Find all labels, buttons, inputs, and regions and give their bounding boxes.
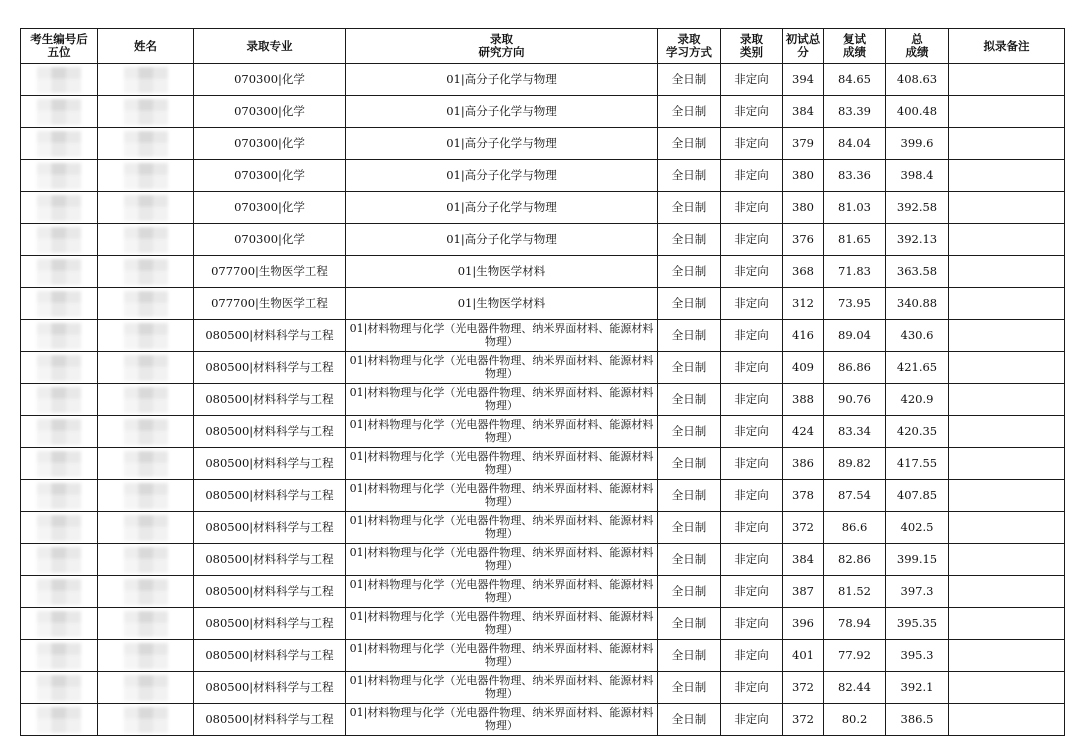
cell-direction: 01|高分子化学与物理 xyxy=(346,128,658,160)
cell-name xyxy=(98,192,194,224)
redacted-block xyxy=(37,611,81,637)
redacted-block xyxy=(124,67,168,93)
table-row xyxy=(21,672,1065,704)
cell-total-score: 399.6 xyxy=(886,128,949,160)
cell-remark xyxy=(949,416,1065,448)
cell-direction: 01|材料物理与化学（光电器件物理、纳米界面材料、能源材料物理） xyxy=(346,672,658,704)
cell-retest-score: 86.86 xyxy=(824,352,886,384)
cell-total-score: 407.85 xyxy=(886,480,949,512)
cell-study-mode: 全日制 xyxy=(658,160,721,192)
redacted-block xyxy=(124,675,168,701)
cell-candidate-id xyxy=(21,320,98,352)
cell-direction: 01|高分子化学与物理 xyxy=(346,160,658,192)
cell-direction: 01|材料物理与化学（光电器件物理、纳米界面材料、能源材料物理） xyxy=(346,704,658,736)
cell-study-mode: 全日制 xyxy=(658,384,721,416)
table-row xyxy=(21,512,1065,544)
cell-retest-score: 82.86 xyxy=(824,544,886,576)
cell-name xyxy=(98,96,194,128)
cell-total-score: 386.5 xyxy=(886,704,949,736)
cell-study-mode: 全日制 xyxy=(658,640,721,672)
cell-direction: 01|高分子化学与物理 xyxy=(346,224,658,256)
cell-major: 080500|材料科学与工程 xyxy=(194,480,346,512)
cell-candidate-id xyxy=(21,64,98,96)
cell-initial-score: 386 xyxy=(783,448,824,480)
cell-remark xyxy=(949,448,1065,480)
cell-total-score: 398.4 xyxy=(886,160,949,192)
table-row xyxy=(21,288,1065,320)
cell-retest-score: 83.39 xyxy=(824,96,886,128)
cell-total-score: 399.15 xyxy=(886,544,949,576)
cell-retest-score: 77.92 xyxy=(824,640,886,672)
cell-study-mode: 全日制 xyxy=(658,576,721,608)
redacted-block xyxy=(124,643,168,669)
cell-name xyxy=(98,128,194,160)
cell-study-mode: 全日制 xyxy=(658,672,721,704)
cell-study-mode: 全日制 xyxy=(658,480,721,512)
cell-major: 070300|化学 xyxy=(194,64,346,96)
cell-initial-score: 312 xyxy=(783,288,824,320)
cell-admission-type: 非定向 xyxy=(721,416,783,448)
cell-study-mode: 全日制 xyxy=(658,544,721,576)
cell-study-mode: 全日制 xyxy=(658,224,721,256)
cell-total-score: 397.3 xyxy=(886,576,949,608)
cell-direction: 01|材料物理与化学（光电器件物理、纳米界面材料、能源材料物理） xyxy=(346,576,658,608)
cell-direction: 01|生物医学材料 xyxy=(346,288,658,320)
header-study-mode: 录取 学习方式 xyxy=(658,29,721,64)
cell-initial-score: 396 xyxy=(783,608,824,640)
cell-candidate-id xyxy=(21,224,98,256)
cell-initial-score: 416 xyxy=(783,320,824,352)
cell-candidate-id xyxy=(21,672,98,704)
cell-direction: 01|材料物理与化学（光电器件物理、纳米界面材料、能源材料物理） xyxy=(346,640,658,672)
cell-admission-type: 非定向 xyxy=(721,640,783,672)
redacted-block xyxy=(124,483,168,509)
table-row xyxy=(21,160,1065,192)
cell-initial-score: 401 xyxy=(783,640,824,672)
cell-admission-type: 非定向 xyxy=(721,128,783,160)
cell-total-score: 400.48 xyxy=(886,96,949,128)
cell-retest-score: 83.34 xyxy=(824,416,886,448)
cell-retest-score: 90.76 xyxy=(824,384,886,416)
table-row xyxy=(21,192,1065,224)
table-row xyxy=(21,640,1065,672)
cell-retest-score: 81.03 xyxy=(824,192,886,224)
cell-total-score: 417.55 xyxy=(886,448,949,480)
cell-total-score: 430.6 xyxy=(886,320,949,352)
header-admission-type: 录取 类别 xyxy=(721,29,783,64)
redacted-block xyxy=(124,99,168,125)
table-row xyxy=(21,352,1065,384)
table-body xyxy=(21,64,1065,736)
cell-remark xyxy=(949,224,1065,256)
cell-retest-score: 80.2 xyxy=(824,704,886,736)
header-major: 录取专业 xyxy=(194,29,346,64)
redacted-block xyxy=(37,707,81,733)
cell-major: 077700|生物医学工程 xyxy=(194,256,346,288)
cell-initial-score: 384 xyxy=(783,96,824,128)
cell-admission-type: 非定向 xyxy=(721,256,783,288)
cell-remark xyxy=(949,672,1065,704)
cell-name xyxy=(98,576,194,608)
header-name: 姓名 xyxy=(98,29,194,64)
header-initial-score: 初试总 分 xyxy=(783,29,824,64)
cell-candidate-id xyxy=(21,448,98,480)
cell-retest-score: 83.36 xyxy=(824,160,886,192)
cell-admission-type: 非定向 xyxy=(721,544,783,576)
cell-study-mode: 全日制 xyxy=(658,192,721,224)
cell-direction: 01|材料物理与化学（光电器件物理、纳米界面材料、能源材料物理） xyxy=(346,480,658,512)
cell-total-score: 395.35 xyxy=(886,608,949,640)
cell-total-score: 363.58 xyxy=(886,256,949,288)
cell-major: 070300|化学 xyxy=(194,96,346,128)
redacted-block xyxy=(37,483,81,509)
cell-admission-type: 非定向 xyxy=(721,704,783,736)
redacted-block xyxy=(124,707,168,733)
cell-candidate-id xyxy=(21,96,98,128)
redacted-block xyxy=(37,323,81,349)
cell-initial-score: 380 xyxy=(783,192,824,224)
cell-major: 080500|材料科学与工程 xyxy=(194,576,346,608)
redacted-block xyxy=(37,675,81,701)
cell-direction: 01|高分子化学与物理 xyxy=(346,96,658,128)
cell-remark xyxy=(949,576,1065,608)
cell-name xyxy=(98,448,194,480)
cell-study-mode: 全日制 xyxy=(658,96,721,128)
cell-study-mode: 全日制 xyxy=(658,704,721,736)
cell-direction: 01|材料物理与化学（光电器件物理、纳米界面材料、能源材料物理） xyxy=(346,320,658,352)
cell-remark xyxy=(949,320,1065,352)
cell-admission-type: 非定向 xyxy=(721,512,783,544)
cell-retest-score: 78.94 xyxy=(824,608,886,640)
cell-initial-score: 372 xyxy=(783,704,824,736)
cell-direction: 01|材料物理与化学（光电器件物理、纳米界面材料、能源材料物理） xyxy=(346,352,658,384)
cell-study-mode: 全日制 xyxy=(658,416,721,448)
cell-remark xyxy=(949,192,1065,224)
cell-direction: 01|生物医学材料 xyxy=(346,256,658,288)
cell-major: 080500|材料科学与工程 xyxy=(194,416,346,448)
cell-direction: 01|材料物理与化学（光电器件物理、纳米界面材料、能源材料物理） xyxy=(346,608,658,640)
cell-major: 080500|材料科学与工程 xyxy=(194,544,346,576)
cell-retest-score: 87.54 xyxy=(824,480,886,512)
cell-initial-score: 372 xyxy=(783,512,824,544)
cell-direction: 01|材料物理与化学（光电器件物理、纳米界面材料、能源材料物理） xyxy=(346,384,658,416)
cell-major: 080500|材料科学与工程 xyxy=(194,448,346,480)
redacted-block xyxy=(124,163,168,189)
cell-retest-score: 81.65 xyxy=(824,224,886,256)
redacted-block xyxy=(37,99,81,125)
cell-initial-score: 387 xyxy=(783,576,824,608)
cell-major: 070300|化学 xyxy=(194,128,346,160)
redacted-block xyxy=(124,195,168,221)
cell-candidate-id xyxy=(21,544,98,576)
cell-initial-score: 368 xyxy=(783,256,824,288)
cell-initial-score: 424 xyxy=(783,416,824,448)
cell-study-mode: 全日制 xyxy=(658,608,721,640)
cell-study-mode: 全日制 xyxy=(658,352,721,384)
admission-table xyxy=(20,28,1065,736)
cell-remark xyxy=(949,480,1065,512)
redacted-block xyxy=(124,259,168,285)
cell-candidate-id xyxy=(21,608,98,640)
cell-candidate-id xyxy=(21,640,98,672)
cell-remark xyxy=(949,640,1065,672)
cell-initial-score: 379 xyxy=(783,128,824,160)
cell-remark xyxy=(949,352,1065,384)
cell-total-score: 408.63 xyxy=(886,64,949,96)
cell-direction: 01|材料物理与化学（光电器件物理、纳米界面材料、能源材料物理） xyxy=(346,416,658,448)
header-row xyxy=(21,29,1065,64)
cell-retest-score: 84.65 xyxy=(824,64,886,96)
cell-total-score: 402.5 xyxy=(886,512,949,544)
header-retest-score: 复试 成绩 xyxy=(824,29,886,64)
cell-major: 080500|材料科学与工程 xyxy=(194,608,346,640)
cell-name xyxy=(98,512,194,544)
table-row xyxy=(21,576,1065,608)
cell-candidate-id xyxy=(21,256,98,288)
table-row xyxy=(21,480,1065,512)
cell-remark xyxy=(949,128,1065,160)
redacted-block xyxy=(37,579,81,605)
cell-name xyxy=(98,288,194,320)
cell-study-mode: 全日制 xyxy=(658,320,721,352)
cell-admission-type: 非定向 xyxy=(721,672,783,704)
cell-retest-score: 73.95 xyxy=(824,288,886,320)
cell-study-mode: 全日制 xyxy=(658,256,721,288)
table-row xyxy=(21,96,1065,128)
cell-name xyxy=(98,544,194,576)
header-total-score: 总 成绩 xyxy=(886,29,949,64)
cell-total-score: 421.65 xyxy=(886,352,949,384)
redacted-block xyxy=(37,227,81,253)
cell-major: 080500|材料科学与工程 xyxy=(194,640,346,672)
cell-candidate-id xyxy=(21,352,98,384)
cell-retest-score: 89.04 xyxy=(824,320,886,352)
cell-admission-type: 非定向 xyxy=(721,64,783,96)
cell-name xyxy=(98,224,194,256)
cell-name xyxy=(98,256,194,288)
redacted-block xyxy=(124,579,168,605)
redacted-block xyxy=(37,195,81,221)
redacted-block xyxy=(37,259,81,285)
cell-study-mode: 全日制 xyxy=(658,128,721,160)
cell-major: 080500|材料科学与工程 xyxy=(194,672,346,704)
redacted-block xyxy=(37,515,81,541)
cell-remark xyxy=(949,256,1065,288)
redacted-block xyxy=(37,419,81,445)
cell-admission-type: 非定向 xyxy=(721,448,783,480)
cell-direction: 01|材料物理与化学（光电器件物理、纳米界面材料、能源材料物理） xyxy=(346,544,658,576)
cell-retest-score: 82.44 xyxy=(824,672,886,704)
cell-initial-score: 376 xyxy=(783,224,824,256)
cell-name xyxy=(98,608,194,640)
cell-admission-type: 非定向 xyxy=(721,480,783,512)
cell-name xyxy=(98,352,194,384)
cell-major: 080500|材料科学与工程 xyxy=(194,384,346,416)
cell-remark xyxy=(949,160,1065,192)
header-direction: 录取 研究方向 xyxy=(346,29,658,64)
redacted-block xyxy=(37,387,81,413)
table-row xyxy=(21,544,1065,576)
cell-direction: 01|材料物理与化学（光电器件物理、纳米界面材料、能源材料物理） xyxy=(346,512,658,544)
cell-remark xyxy=(949,384,1065,416)
table-row xyxy=(21,384,1065,416)
cell-initial-score: 380 xyxy=(783,160,824,192)
table-row xyxy=(21,608,1065,640)
cell-candidate-id xyxy=(21,192,98,224)
cell-remark xyxy=(949,704,1065,736)
cell-initial-score: 394 xyxy=(783,64,824,96)
cell-name xyxy=(98,704,194,736)
cell-total-score: 392.1 xyxy=(886,672,949,704)
cell-admission-type: 非定向 xyxy=(721,192,783,224)
cell-candidate-id xyxy=(21,576,98,608)
table-row xyxy=(21,256,1065,288)
cell-remark xyxy=(949,96,1065,128)
cell-direction: 01|高分子化学与物理 xyxy=(346,192,658,224)
cell-admission-type: 非定向 xyxy=(721,224,783,256)
redacted-block xyxy=(124,355,168,381)
cell-remark xyxy=(949,608,1065,640)
cell-name xyxy=(98,384,194,416)
redacted-block xyxy=(124,515,168,541)
redacted-block xyxy=(37,131,81,157)
redacted-block xyxy=(124,451,168,477)
cell-admission-type: 非定向 xyxy=(721,576,783,608)
cell-candidate-id xyxy=(21,416,98,448)
redacted-block xyxy=(124,547,168,573)
table-row xyxy=(21,128,1065,160)
cell-admission-type: 非定向 xyxy=(721,160,783,192)
table-row xyxy=(21,320,1065,352)
cell-admission-type: 非定向 xyxy=(721,320,783,352)
cell-candidate-id xyxy=(21,704,98,736)
cell-retest-score: 71.83 xyxy=(824,256,886,288)
cell-candidate-id xyxy=(21,512,98,544)
redacted-block xyxy=(37,451,81,477)
redacted-block xyxy=(37,291,81,317)
cell-major: 070300|化学 xyxy=(194,224,346,256)
redacted-block xyxy=(124,419,168,445)
cell-remark xyxy=(949,512,1065,544)
redacted-block xyxy=(124,227,168,253)
cell-study-mode: 全日制 xyxy=(658,64,721,96)
table-row xyxy=(21,704,1065,736)
redacted-block xyxy=(37,547,81,573)
cell-total-score: 392.13 xyxy=(886,224,949,256)
redacted-block xyxy=(37,355,81,381)
cell-admission-type: 非定向 xyxy=(721,608,783,640)
redacted-block xyxy=(124,131,168,157)
cell-admission-type: 非定向 xyxy=(721,96,783,128)
table-row xyxy=(21,416,1065,448)
cell-admission-type: 非定向 xyxy=(721,288,783,320)
cell-retest-score: 84.04 xyxy=(824,128,886,160)
redacted-block xyxy=(37,67,81,93)
cell-total-score: 395.3 xyxy=(886,640,949,672)
redacted-block xyxy=(124,291,168,317)
cell-study-mode: 全日制 xyxy=(658,288,721,320)
cell-name xyxy=(98,416,194,448)
cell-initial-score: 384 xyxy=(783,544,824,576)
redacted-block xyxy=(124,323,168,349)
cell-retest-score: 89.82 xyxy=(824,448,886,480)
cell-candidate-id xyxy=(21,128,98,160)
cell-name xyxy=(98,160,194,192)
table-row xyxy=(21,64,1065,96)
cell-major: 080500|材料科学与工程 xyxy=(194,704,346,736)
cell-direction: 01|材料物理与化学（光电器件物理、纳米界面材料、能源材料物理） xyxy=(346,448,658,480)
cell-candidate-id xyxy=(21,160,98,192)
cell-candidate-id xyxy=(21,288,98,320)
cell-major: 070300|化学 xyxy=(194,160,346,192)
redacted-block xyxy=(37,643,81,669)
cell-candidate-id xyxy=(21,480,98,512)
cell-major: 070300|化学 xyxy=(194,192,346,224)
cell-remark xyxy=(949,64,1065,96)
cell-retest-score: 81.52 xyxy=(824,576,886,608)
cell-name xyxy=(98,320,194,352)
redacted-block xyxy=(124,611,168,637)
cell-study-mode: 全日制 xyxy=(658,448,721,480)
cell-direction: 01|高分子化学与物理 xyxy=(346,64,658,96)
cell-initial-score: 378 xyxy=(783,480,824,512)
table-row xyxy=(21,448,1065,480)
cell-retest-score: 86.6 xyxy=(824,512,886,544)
cell-total-score: 420.9 xyxy=(886,384,949,416)
cell-initial-score: 409 xyxy=(783,352,824,384)
cell-admission-type: 非定向 xyxy=(721,384,783,416)
table-row xyxy=(21,224,1065,256)
cell-initial-score: 372 xyxy=(783,672,824,704)
cell-remark xyxy=(949,288,1065,320)
cell-major: 080500|材料科学与工程 xyxy=(194,352,346,384)
redacted-block xyxy=(124,387,168,413)
cell-name xyxy=(98,640,194,672)
cell-study-mode: 全日制 xyxy=(658,512,721,544)
cell-initial-score: 388 xyxy=(783,384,824,416)
cell-total-score: 392.58 xyxy=(886,192,949,224)
cell-total-score: 420.35 xyxy=(886,416,949,448)
redacted-block xyxy=(37,163,81,189)
cell-major: 080500|材料科学与工程 xyxy=(194,512,346,544)
cell-major: 077700|生物医学工程 xyxy=(194,288,346,320)
cell-remark xyxy=(949,544,1065,576)
cell-name xyxy=(98,64,194,96)
cell-name xyxy=(98,672,194,704)
cell-admission-type: 非定向 xyxy=(721,352,783,384)
cell-candidate-id xyxy=(21,384,98,416)
cell-major: 080500|材料科学与工程 xyxy=(194,320,346,352)
cell-name xyxy=(98,480,194,512)
header-remark: 拟录备注 xyxy=(949,29,1065,64)
table-header xyxy=(21,29,1065,64)
header-candidate-id: 考生编号后 五位 xyxy=(21,29,98,64)
cell-total-score: 340.88 xyxy=(886,288,949,320)
